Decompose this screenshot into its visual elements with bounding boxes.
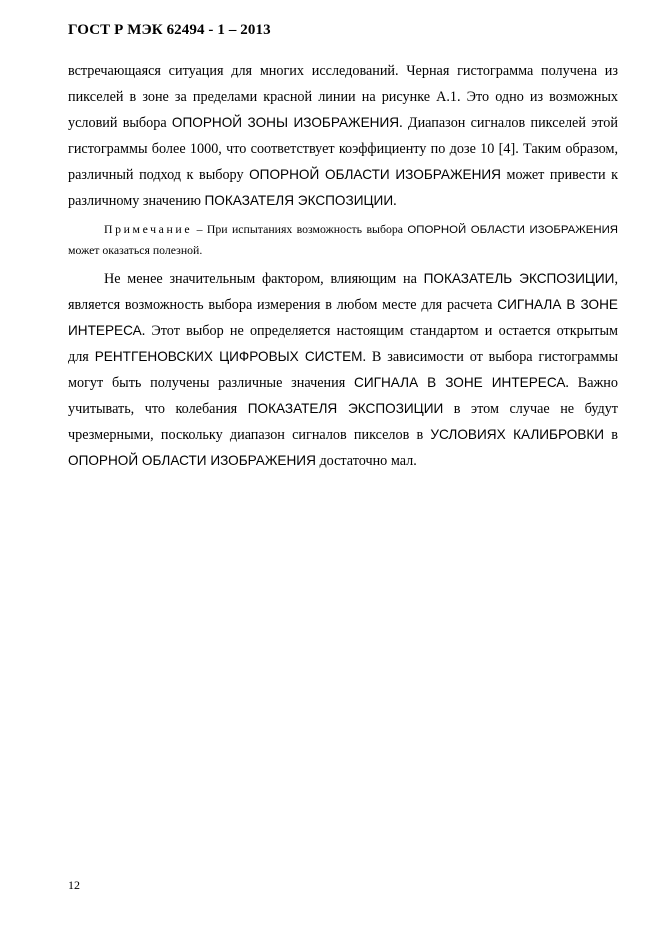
document-body [68, 58, 618, 474]
paragraph-2-text: в этом случае не будут чрезмерными, поскольку диапазон сигналов пикселов в [68, 401, 619, 443]
note [68, 219, 618, 260]
paragraph-2-text: в [604, 427, 618, 443]
term-reference-zone: ОПОРНОЙ ЗОНЫ ИЗОБРАЖЕНИЯ [171, 115, 400, 130]
paragraph-2-text: достаточно мал. [315, 453, 417, 469]
paragraph-2-text: . Этот выбор не определяется настоящим стандартом и остается открытым для [68, 323, 618, 365]
term-exposure-index: ПОКАЗАТЕЛЯ ЭКСПОЗИЦИИ [247, 401, 444, 416]
note-text: – При испытаниях возможность выбора [192, 222, 408, 236]
document-header: ГОСТ Р МЭК 62494 - 1 – 2013 [68, 22, 271, 38]
term-reference-area: ОПОРНОЙ ОБЛАСТИ ИЗОБРАЖЕНИЯ [249, 167, 501, 182]
note-label: Примечание [104, 222, 193, 236]
paragraph-2-text: Не менее значительным фактором, влияющим на [104, 271, 424, 287]
term-exposure-index: ПОКАЗАТЕЛЯ ЭКСПОЗИЦИИ [204, 193, 394, 208]
term-signal-roi: СИГНАЛА В ЗОНЕ ИНТЕРЕСА [354, 375, 566, 390]
paragraph-2-text: . Важно учитывать, что колебания [68, 375, 618, 417]
term-digital-xray-systems: РЕНТГЕНОВСКИХ ЦИФРОВЫХ СИСТЕМ [94, 349, 363, 364]
paragraph-2 [68, 266, 618, 474]
paragraph-1-text: . [393, 193, 397, 209]
paragraph-1-text: . Диапазон сигналов пикселей этой гистограммы более 1000, что соответствует коэффициенту по дозе 10 [4]. Таким образом, различный подход к выбору [68, 115, 618, 183]
term-reference-area: ОПОРНОЙ ОБЛАСТИ ИЗОБРАЖЕНИЯ [407, 224, 619, 236]
term-reference-area: ОПОРНОЙ ОБЛАСТИ ИЗОБРАЖЕНИЯ [68, 453, 316, 468]
term-calibration-conditions: УСЛОВИЯХ КАЛИБРОВКИ [430, 427, 605, 442]
paragraph-1-text: встречающаяся ситуация для многих исследований. Черная гистограмма получена из пикселей в зоне за пределами красной линии на рисунке А.1. Это одно из возможных условий выбора [68, 63, 618, 131]
paragraph-2-text: , является возможность выбора измерения в любом месте для расчета [68, 271, 618, 313]
paragraph-1 [68, 58, 618, 214]
page-number: 12 [68, 878, 80, 892]
note-text: может оказаться полезной. [68, 243, 203, 257]
term-exposure-index: ПОКАЗАТЕЛЬ ЭКСПОЗИЦИИ [423, 271, 615, 286]
paragraph-1-text: может привести к различному значению [68, 167, 618, 209]
paragraph-2-text: . В зависимости от выбора гистограммы могут быть получены различные значения [68, 349, 618, 391]
term-signal-roi: СИГНАЛА В ЗОНЕ ИНТЕРЕСА [68, 297, 618, 338]
